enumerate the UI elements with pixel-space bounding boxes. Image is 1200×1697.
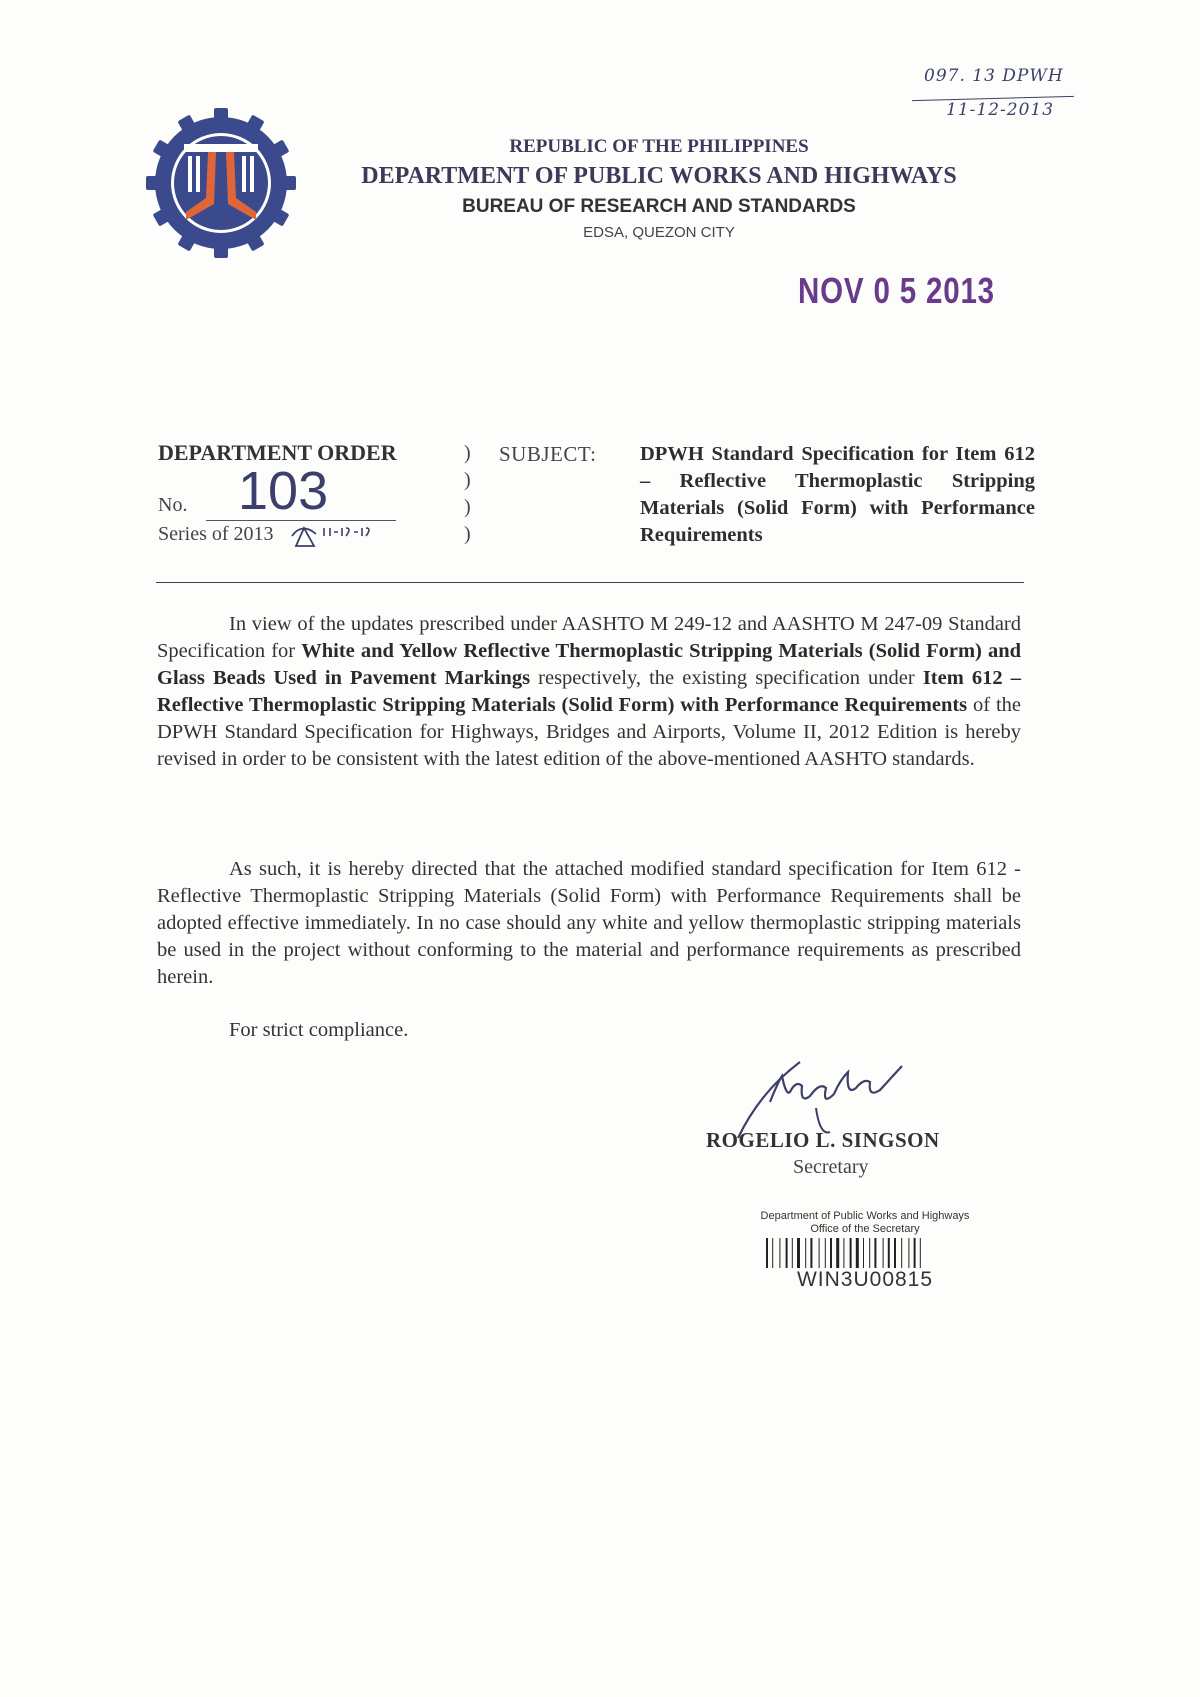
barcode-icon xyxy=(766,1238,964,1268)
barcode-organization: Department of Public Works and Highways xyxy=(760,1210,970,1222)
handwritten-receipt-date: 11-12-2013 xyxy=(946,100,1055,120)
horizontal-rule xyxy=(156,582,1024,583)
bracket-2: ) xyxy=(464,469,471,491)
order-number-label: No. xyxy=(158,494,188,516)
series-label: Series of 2013 xyxy=(158,523,274,545)
barcode-number: WIN3U00815 xyxy=(796,1268,934,1291)
subject-text: DPWH Standard Specification for Item 612 – Reflective Thermoplastic Stripping Materials (Solid Form) with Performance Requirements xyxy=(640,443,1035,546)
signatory-name: ROGELIO L. SINGSON xyxy=(706,1128,940,1152)
address-line: EDSA, QUEZON CITY xyxy=(583,224,735,241)
department-order-label: DEPARTMENT ORDER xyxy=(158,440,397,465)
department-heading: DEPARTMENT OF PUBLIC WORKS AND HIGHWAYS xyxy=(361,163,957,189)
body-paragraph-2: As such, it is hereby directed that the attached modified standard specification for Item 612 - Reflective Thermoplastic Stripping Materials (Solid Form) with Performance Requirements shall be adopted effective immediately. In no case should any white and yellow thermoplastic stripping materials be used in the project without conforming to the material and performance requirements as prescribed herein. xyxy=(157,858,1021,988)
bracket-4: ) xyxy=(464,523,471,545)
closing-line: For strict compliance. xyxy=(229,1019,409,1041)
handwritten-receipt-number: 097. 13 DPWH xyxy=(924,66,1064,86)
bracket-1: ) xyxy=(464,442,471,464)
date-stamp: NOV 0 5 2013 xyxy=(798,270,995,311)
bracket-3: ) xyxy=(464,496,471,518)
subject-label: SUBJECT: xyxy=(499,442,597,466)
barcode-office: Office of the Secretary xyxy=(810,1223,920,1235)
signatory-title: Secretary xyxy=(793,1156,869,1178)
body-paragraph-1: In view of the updates prescribed under AASHTO M 249-12 and AASHTO M 247-09 Standard Specification for White and Yellow Reflective Thermoplastic Stripping Materials (Solid Form) and Glass Beads Used in Pavement Markings respectively, the existing specification under Item 612 – Reflective Thermoplastic Stripping Materials (Solid Form) with Performance Requirements of the DPWH Standard Specification for Highways, Bridges and Airports, Volume II, 2012 Edition is hereby revised in order to be consistent with the latest edition of the above-mentioned AASHTO standards. xyxy=(157,613,1021,770)
handwritten-initials-icon xyxy=(290,514,390,554)
bureau-heading: BUREAU OF RESEARCH AND STANDARDS xyxy=(462,196,856,217)
order-number: 103 xyxy=(238,461,329,521)
republic-heading: REPUBLIC OF THE PHILIPPINES xyxy=(509,136,809,157)
